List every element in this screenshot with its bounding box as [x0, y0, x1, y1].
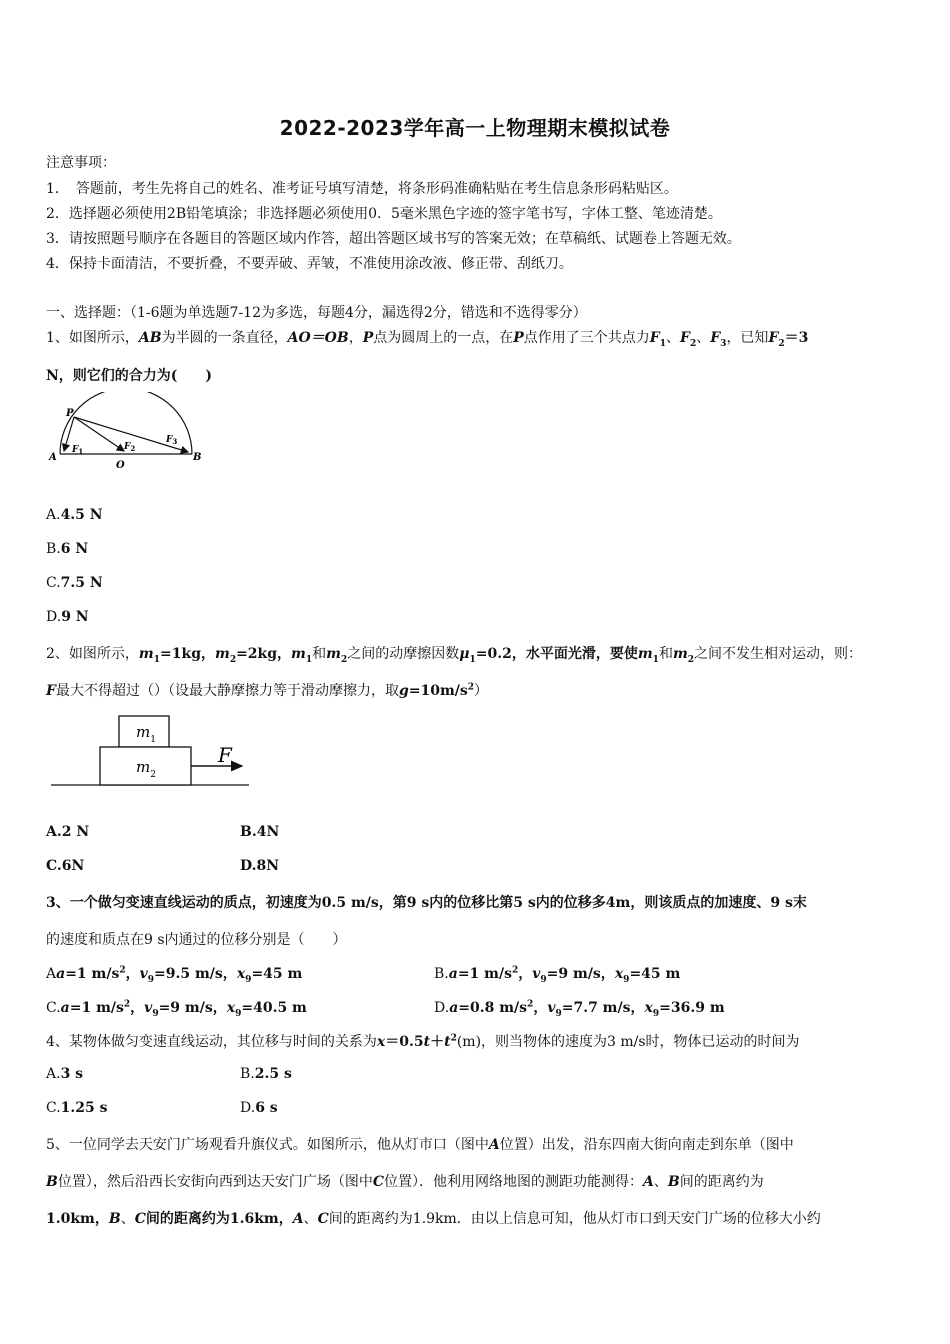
block-label-m1: $m_1$ — [136, 723, 156, 745]
question-5-line-2: B位置），然后沿西长安街向西到达天安门广场（图中C位置）．他利用网络地图的测距功能测得：A、B间的距离约为 — [46, 1174, 764, 1190]
q3-option-a: Aa=1 $m/s^2$，$v_9=9.5$ m/s，$x_9=45$ m — [46, 965, 303, 985]
q4-option-b: B.2.5 s — [240, 1066, 292, 1082]
block-label-m2: $m_2$ — [136, 758, 156, 780]
page-title: 2022-2023学年高一上物理期末模拟试卷 — [279, 116, 671, 140]
section-heading: 一、选择题：（1-6题为单选题7-12为多选，每题4分，漏选得2分，错选和不选得零分） — [46, 305, 587, 321]
question-5-line-3: 1.0km，B、C间的距离约为1.6km，A、C间的距离约为1.9km．由以上信息可知，他从灯市口到天安门广场的位移大小约 — [46, 1211, 821, 1227]
force-label-f: F — [218, 743, 232, 767]
point-label-a: A — [49, 452, 57, 463]
question-3-line-2: 的速度和质点在9 s内通过的位移分别是（ ） — [46, 932, 347, 948]
question-5-line-1: 5、一位同学去天安门广场观看升旗仪式。如图所示，他从灯市口（图中A位置）出发，沿东四南大街向南走到东单（图中 — [46, 1137, 794, 1153]
q1-option-a: A.4.5 N — [46, 507, 103, 523]
question-3-line-1: 3、一个做匀变速直线运动的质点，初速度为0.5 m/s，第9 s内的位移比第5 s内的位移多4m，则该质点的加速度、9 s末 — [46, 895, 807, 911]
point-label-o: O — [116, 460, 125, 471]
q1-option-b: B.6 N — [46, 541, 89, 557]
notes-heading: 注意事项： — [46, 155, 116, 171]
point-label-p: P — [66, 408, 74, 419]
question-1-line-2: N，则它们的合力为( ) — [46, 368, 213, 384]
q2-option-a: A.2 N — [46, 824, 90, 840]
force-label-f3: $F_3$ — [166, 435, 178, 446]
note-item: 4．保持卡面清洁，不要折叠，不要弄破、弄皱，不准使用涂改液、修正带、刮纸刀。 — [46, 256, 573, 272]
q2-option-d: D.8N — [240, 858, 280, 874]
stacked-blocks-diagram — [46, 710, 256, 790]
force-label-f1: $F_1$ — [72, 445, 84, 456]
question-2-line-2: F最大不得超过（）（设最大静摩擦力等于滑动摩擦力，取$g=10m/s^2$） — [46, 682, 489, 699]
question-4-line-1: 4、某物体做匀变速直线运动，其位移与时间的关系为$x=0.5t+t^2(m)$，则当物体的速度为3 m/s时，物体已运动的时间为 — [46, 1033, 800, 1050]
q3-option-c: C.a=1 $m/s^2$，$v_9=9$ m/s，$x_9=40.5$ m — [46, 999, 307, 1019]
q4-option-c: C.1.25 s — [46, 1100, 108, 1116]
q2-option-b: B.4N — [240, 824, 280, 840]
point-label-b: B — [193, 452, 202, 463]
q2-option-c: C.6N — [46, 858, 85, 874]
question-1-line-1: 1、如图所示，AB为半圆的一条直径，AO＝OB，P点为圆周上的一点，在P点作用了三个共点力$F_1$、$F_2$、$F_3$，已知$F_2=3$ — [46, 330, 809, 349]
q4-option-a: A.3 s — [46, 1066, 84, 1082]
force-label-f2: $F_2$ — [124, 442, 136, 453]
semicircle-force-diagram — [46, 392, 216, 472]
q4-option-d: D.6 s — [240, 1100, 278, 1116]
q3-option-d: D.a=0.8 $m/s^2$，$v_9=7.7$ m/s，$x_9=36.9$ m — [434, 999, 725, 1019]
note-item: 1． 答题前，考生先将自己的姓名、准考证号填写清楚，将条形码准确粘贴在考生信息条形码粘贴区。 — [46, 181, 678, 197]
q1-option-d: D.9 N — [46, 609, 89, 625]
q3-option-b: B.a=1 $m/s^2$，$v_9=9$ m/s，$x_9=45$ m — [434, 965, 681, 985]
question-2-line-1: 2、如图所示，$m_1=1kg$，$m_2=2kg$，$m_1$和$m_2$之间的动摩擦因数$\mu_1=0.2$，水平面光滑，要使$m_1$和$m_2$之间不发生相对运动，则： — [46, 646, 863, 665]
note-item: 3．请按照题号顺序在各题目的答题区域内作答，超出答题区域书写的答案无效；在草稿纸、试题卷上答题无效。 — [46, 231, 741, 247]
q1-option-c: C.7.5 N — [46, 575, 103, 591]
note-item: 2．选择题必须使用2B铅笔填涂；非选择题必须使用0．5毫米黑色字迹的签字笔书写，字体工整、笔迹清楚。 — [46, 206, 722, 222]
